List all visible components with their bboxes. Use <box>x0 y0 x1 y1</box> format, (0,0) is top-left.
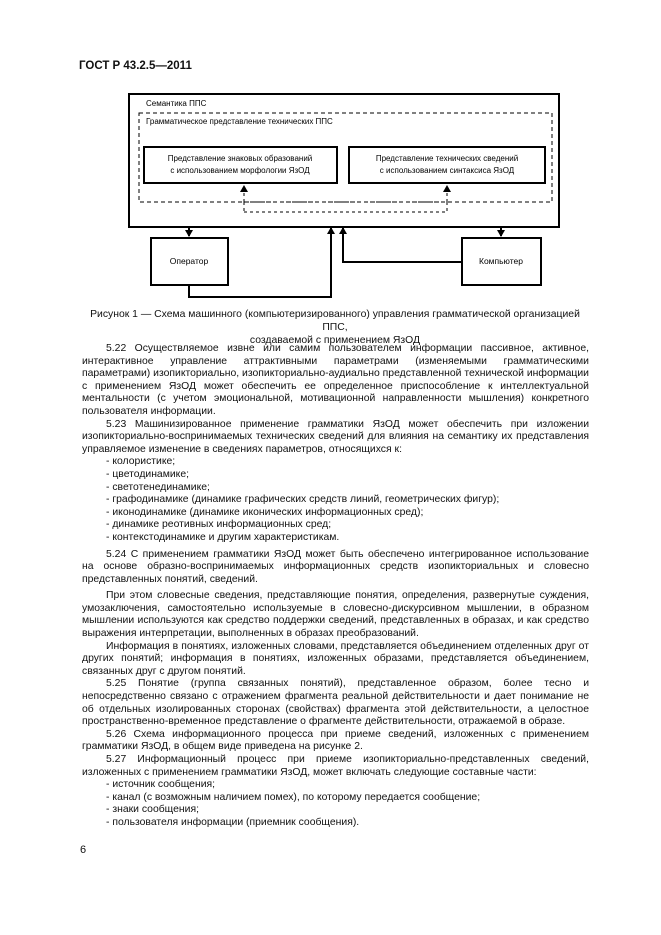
figure-caption <box>80 308 590 347</box>
caption-line-2: создаваемой с применением ЯзОД <box>249 335 421 346</box>
computer-label: Компьютер <box>479 256 523 266</box>
list-item: - колористике; <box>106 456 176 468</box>
para-5-25: 5.25 Понятие (группа связанных понятий), представленное образом, более тесно и непосредственно связано с отражением фрагмента реальной действительности и дает понимание не об отдельных изолированных сторонах (свойствах) фрагмента этой действительности, а целостное пространственно-временное представление о фрагменте действительности, отражаемой в образе. <box>82 678 589 728</box>
semantics-label: Семантика ППС <box>146 99 207 108</box>
list-item: - знаки сообщения; <box>106 804 199 816</box>
syntax-box <box>349 147 545 183</box>
para-5-26: 5.26 Схема информационного процесса при приеме сведений, изложенных с применением грамматики ЯзОД, в общем виде приведена на рисунке 2. <box>82 728 589 753</box>
para-5-22: 5.22 Осуществляемое извне или самим пользователем информации пассивное, активное, интерактивное управление аттрактивными параметрами (изменяемыми грамматическими параметрами) изопикториально, изопикториально-аудиально представленной технической информации с применением ЯзОД может обеспечить ее определенное приспособление к интеллектуальной ментальности (с учетом эмоциональной, мотивационной направленности мышления) конкретного пользователя информации. <box>82 343 589 417</box>
caption-line-1: Рисунок 1 — Схема машинного (компьютеризированного) управления грамматической организацией ППС, <box>90 309 580 333</box>
list-item: - канал (с возможным наличием помех), по которому передается сообщение; <box>106 791 481 803</box>
morphology-text-2: с использованием морфологии ЯзОД <box>170 166 310 175</box>
list-item: - динамике реотивных информационных сред; <box>106 519 332 531</box>
para-5-23: 5.23 Машинизированное применение грамматики ЯзОД может обеспечить при изложении изопикториально-воспринимаемых технических сведений для влияния на семантику их представления управляемое изменение в сведениях параметров, относящихся к: <box>82 418 589 455</box>
para-5-24-b: При этом словесные сведения, представляющие понятия, определения, развернутые суждения, умозаключения, самостоятельно используемые в словесно-дискурсивном мышлении, в образном мышлении используются как средство поддержки сведений, представленных в образах, и как средство выражения интерпретации, выполненных в образах преобразований. <box>82 590 589 640</box>
list-item: - контекстодинамике и другим характеристикам. <box>106 531 340 543</box>
arrow-computer-to-semantics <box>343 228 462 262</box>
syntax-text-2: с использованием синтаксиса ЯзОД <box>379 166 515 175</box>
list-item: - графодинамике (динамике графических средств линий, геометрических фигур); <box>106 494 500 506</box>
page-number: 6 <box>80 844 87 856</box>
para-5-24: 5.24 С применением грамматики ЯзОД может быть обеспечено интегрированное использование на основе образно-воспринимаемых информационных средств изопикториальных и словесно представленных понятий, сведений. <box>82 548 589 585</box>
document-header: ГОСТ Р 43.2.5—2011 <box>79 60 192 72</box>
list-item: - иконодинамике (динамике иконических информационных сред); <box>106 506 424 518</box>
morphology-box <box>144 147 337 183</box>
grammar-label: Грамматическое представление технических ППС <box>146 117 333 126</box>
list-item: - цветодинамике; <box>106 468 189 480</box>
para-5-27: 5.27 Информационный процесс при приеме изопикториально-представленных сведений, изложенных с применением грамматики ЯзОД, может включать следующие составные части: <box>82 754 589 778</box>
operator-label: Оператор <box>169 256 209 266</box>
list-item: - источник сообщения; <box>106 779 216 791</box>
list-item: - светотенединамике; <box>106 481 210 493</box>
body-text <box>82 343 589 830</box>
list-item: - пользователя информации (приемник сообщения). <box>106 816 360 828</box>
figure-1-diagram <box>0 0 661 310</box>
para-5-24-c: Информация в понятиях, изложенных словами, представляется объединением отделенных друг от других понятий; информация в понятиях, изложенных образами, представляется объединением, связанных друг с другом понятий. <box>82 640 589 677</box>
morphology-text-1: Представление знаковых образований <box>167 154 313 163</box>
syntax-text-1: Представление технических сведений <box>375 154 519 163</box>
